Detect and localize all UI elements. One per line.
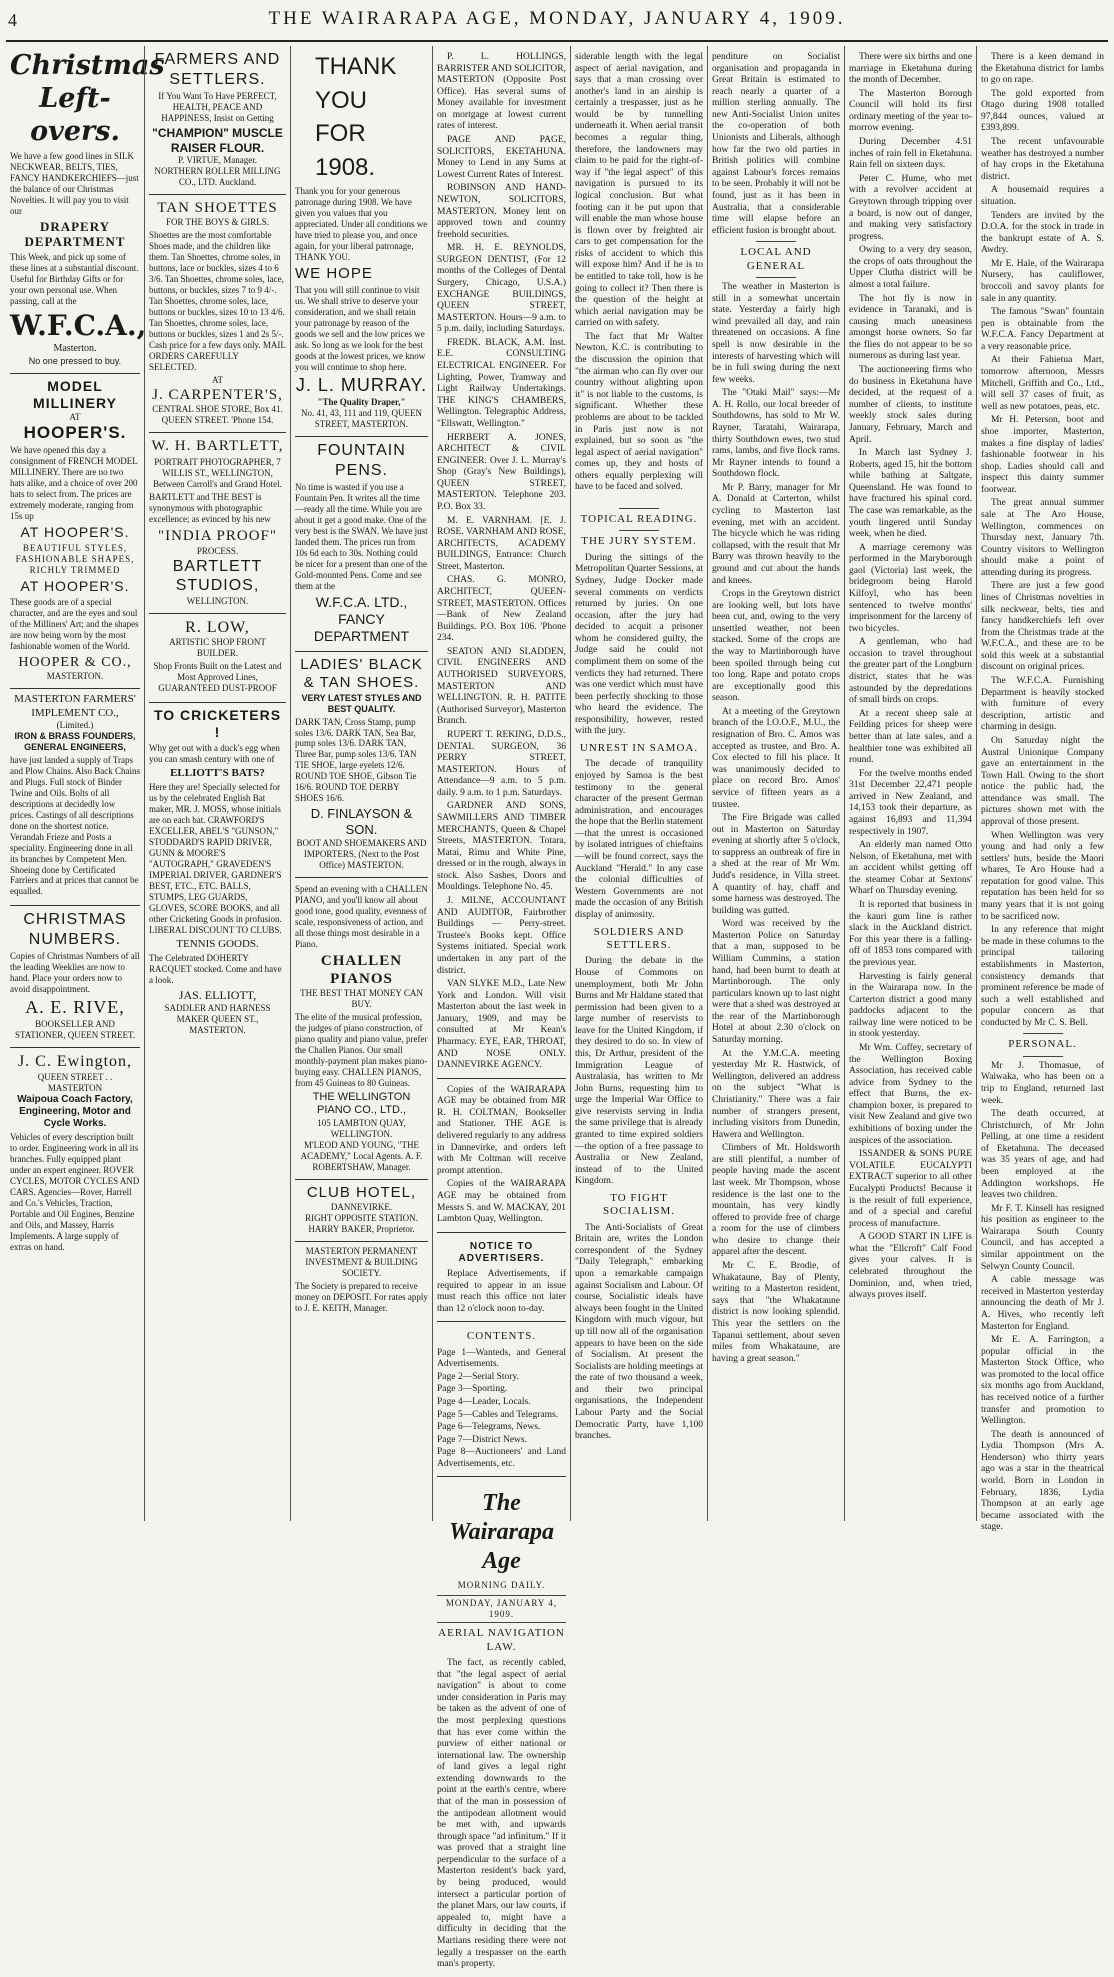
news-item: In any reference that might be made in these columns to the principal tailoring establishments in Masterton, consistency demands that prominent reference be made of such a well established and popular concern as that conducted by Mr C. S. Bell. <box>981 925 1104 1028</box>
thank-you-heading <box>295 50 428 184</box>
local-news-continued <box>849 46 972 1308</box>
ad-town: DANNEVIRKE. <box>330 1202 393 1212</box>
news-item: Word was received by the Masterton Police on Saturday that a man, supposed to be William Cummins, a station hand, had been burnt to death at Martinborough. The only particulars known up to last night were that a shed was destroyed at the rear of the Martinborough Hotel at about 2.30 o'clock on Saturday morning. <box>712 919 840 1046</box>
masthead-rule <box>6 40 1108 42</box>
card: MR. H. E. REYNOLDS, SURGEON DENTIST, (For 12 months of the Colleges of Dental Surgery, Chicago, U.S.A.) EXCHANGE BUILDINGS, QUEEN STREET, MASTERTON. Hours—9 a.m. to 5 p.m. daily, including Saturdays. <box>437 243 566 335</box>
divider <box>619 508 659 509</box>
personal-item: The death is announced of Lydia Thompson (Mrs A. Henderson) who thirty years ago was a star in the theatrical world. Born in London in February, 1836, Lydia Thompson at an early age became associated with the stage. <box>981 1429 1104 1533</box>
card: J. MILNE, ACCOUNTANT AND AUDITOR, Fairbrother Buildings — Perry-street. Trustee's Books kept. Office Systems initiated. Special work undertaken in any part of the district. <box>437 896 566 976</box>
ad-sub: ARTISTIC SHOP FRONT BUILDER. <box>169 637 266 659</box>
card: HERBERT A. JONES, ARCHITECT & CIVIL ENGINEER. Over J. L. Murray's Shop (Gray's New Buildings), QUEEN STREET, MASTERTON. Telephone 203. P.O. Box 33. <box>437 432 566 512</box>
column-2 <box>144 46 290 1521</box>
news-item: In March last Sydney J. Roberts, aged 15, hit the bottom while bathing at Saltgate, Queensland. He was found to have fractured his spinal cord. The case was remarkable, as the youth lingered until Sunday week, when he died. <box>849 448 972 540</box>
ad-title: MODEL MILLINERY <box>33 377 117 411</box>
news-item: Peter C. Hume, who met with a revolver accident at Greytown through tripping over a board, is now out of danger, and making very satisfactory progress. <box>849 173 972 242</box>
news-item: A housemaid requires a situation. <box>981 185 1104 207</box>
agency-notice: Copies of the WAIRARAPA AGE may be obtained from Messrs S. and W. MACKAY, 201 Lambton Quay, Wellington. <box>437 1179 566 1225</box>
ad-list: DARK TAN, Cross Stamp, pump soles 13/6. DARK TAN, Sea Bar, pump soles 13/6. DARK TAN, Three Bar, pump soles 13/6. TAN TIE SHOE, large eyelets 12/6. ROUND TOE SHOE, Gibson Tie 16/6. ROUND TOE DERBY SHOES 16/6. <box>295 716 417 804</box>
column-5 <box>570 46 707 1521</box>
ad-model-millinery <box>10 374 140 690</box>
ad-christmas-leftovers <box>10 46 165 374</box>
ad-murray <box>295 46 428 437</box>
personal-item: Mr F. T. Kinsell has resigned his position as engineer to the Wairarapa South County Council, and has accepted a similar appointment on the Selwyn County Council. <box>981 1203 1104 1272</box>
article-title: THE JURY SYSTEM. <box>581 535 697 548</box>
ad-name: A. E. RIVE, <box>25 997 125 1018</box>
professional-cards <box>437 46 566 1079</box>
article-body: The decade of tranquility enjoyed by Samoa is the best testimony to the general character of the present German administration, and encourages the hope that the Berlin statement—that the unrest is occasioned by isolated intrigues of chieftains—will be found correct, says the Auckland "Herald." In any case the colonial difficulties of Western Governments are not made the occasion of any British display of animosity. <box>575 759 703 920</box>
thank-line: 1908. <box>315 153 376 181</box>
ad-manager: P. VIRTUE, Manager. <box>177 155 258 166</box>
news-item: A marriage ceremony was performed in the Maryborough gaol (Victoria) last week, the bridegroom being Harold Kilfoyl, who has been sentenced to twelve months' imprisonment for the larceny of two bicycles. <box>849 542 972 634</box>
ad-tan-shoettes <box>149 195 286 433</box>
ad-title: MASTERTON FARMERS' IMPLEMENT CO., <box>14 693 136 719</box>
ad-town: MASTERTON. <box>46 671 104 682</box>
news-item: The "Otaki Mail" says:—Mr A. H. Rollo, our local breeder of Southdowns, has sold to Mr W. Rayner, Taratahi, Wairarapa, thirty Southdown ewes, two stud rams, lambs, and five flock rams. Mr Rayner intends to found a Southdown flock. <box>712 388 840 480</box>
news-item: At the Y.M.C.A. meeting yesterday Mr R. Hastwick, of Wellington, delivered an address on the subject "What is Christianity." There was a fair number of strangers present, including visitors from Dunedin, Hawera and Wellington. <box>712 1048 840 1140</box>
news-item: At a meeting of the Greytown branch of the I.O.O.F., M.U., the resignation of Bro. C. Amos was accepted as trustee, and Bro. A. Cox elected to fill his place. It was unanimously decided to place on record Bro. Amos' service of fifteen years as a trustee. <box>712 706 840 810</box>
ad-sub: IRON & BRASS FOUNDERS, GENERAL ENGINEERS, <box>14 730 136 752</box>
flag-subtitle: MORNING DAILY. <box>457 1580 546 1591</box>
ad-agents: M'LEOD AND YOUNG, "THE ACADEMY," Local Agents. A. F. ROBERTSHAW, Manager. <box>300 1139 423 1172</box>
card: FREDK. BLACK, A.M. Inst. E.E. CONSULTING ELECTRICAL ENGINEER. For Lighting, Power, Tramway and Light Railway Undertakings. THE KING'S CHAMBERS, Wellington. Telegraphic Address, "Ellswatt, Wellington." <box>437 337 566 429</box>
divider <box>619 530 659 531</box>
news-item: There is a keen demand in the Eketahuna district for lambs to go on rape. <box>981 52 1104 86</box>
ad-firm: W.F.C.A. LTD., FANCY DEPARTMENT <box>313 593 410 644</box>
news-item: Mr P. Barry, manager for Mr A. Donald at Carterton, whilst cycling to Masterton last evening, met with an accident. The bicycle which he was riding collapsed, with the result that Mr Barry was thrown heavily to the ground and cut about the hands and knees. <box>712 482 840 586</box>
ad-body-2: The elite of the musical profession, the judges of piano construction, of piano quality and piano value, prefer the Challen Pianos. Our small monthly-payment plan makes piano-buying easy. CHALLEN PIANOS, from 45 Guineas to 80 Guineas. <box>295 1012 428 1089</box>
ad-bats: ELLIOTT'S BATS? <box>170 766 265 779</box>
divider <box>1023 1056 1063 1057</box>
article-body: During the debate in the House of Commons on unemployment, both Mr John Burns and Mr Haldane stated that permission had been given to a large number of reservists to leave for the United Kingdom, if they desired to do so. In view of this, Dr Arthur, president of the Immigration League of Australasia, has written to Mr John Burns, requesting him to urge the Imperial War Office to give reservists serving in India the same privilege that is already granted to time expired soldiers—the option of a free passage to Australia or New Zealand, instead of to the United Kingdom. <box>575 956 703 1187</box>
ad-body: Spend an evening with a CHALLEN PIANO, and you'll know all about good tone, good quality, evenness of scale, responsiveness of action, and all those things most desirable in a Piano. <box>295 883 428 949</box>
ad-address: SADDLER AND HARNESS MAKER QUEEN ST., MASTERTON. <box>164 1002 271 1035</box>
ad-address: No. 41, 43, 111 and 119, QUEEN STREET, MASTERTON. <box>301 408 422 430</box>
news-item: Climbers of Mt. Holdsworth are still plentiful, a number of people having made the ascent last week. Mr Thompson, whose residence is the last one to the mountain, has very kindly offered to provide free of charge a room for the use of climbers who desire to change their apparel after the descent. <box>712 1143 840 1258</box>
news-item: The great annual summer sale at The Aro House, Wellington, commences on Thursday next, January 7th. Country visitors to Wellington should make a point of attending during its progress. <box>981 498 1104 578</box>
ad-body: Shop Fronts Built on the Latest and Most Approved Lines, GUARANTEED DUST-PROOF <box>153 660 282 693</box>
article-continued: penditure on Socialist organisation and propaganda in Great Britain is estimated to reach nearly a quarter of a million sterling annually. The new Anti-Socialist Union unites the co-operation of both Unionists and Liberals, although how far the two old parties in British politics will combine against Labour's forces remains to be seen. Probably it will not be found, just as it has been in Australia, that a considerable time will elapse before an efficient fusion is brought about. <box>712 52 840 236</box>
contents-item: Page 4—Leader, Locals. <box>437 1397 531 1408</box>
ad-body: Copies of Christmas Numbers of all the leading Weeklies are now to hand. Place your orders now to avoid disappointment. <box>10 951 140 995</box>
ad-sub: QUEEN STREET . . MASTERTON <box>37 1071 113 1093</box>
ad-firm: J. CARPENTER'S, <box>152 386 283 403</box>
leader-paragraph: siderable length with the legal aspect of aerial navigation, and says that a man crossing over another's land in an airship is certainly a trespasser, just as he would be by tunnelling underneath it. When aerial transit becomes a regular thing, therefore, the landowners may claim to be paid for the right-of-way if "the legal aspect" of this navigation is pursued to its logical conclusion. But what footing can it be put upon that will enable the man whose house is flown over by freighted air cars to get compensation for the risks of accident to which this will expose him? And if he is to be entitled to take toll, how is he going to collect it? Then there is the question of the height at which aerial navigation may be carried on with safety. <box>575 52 703 329</box>
contents-item: Page 8—Auctioneers' and Land Advertisements, etc. <box>437 1447 566 1469</box>
ad-firm: D. FINLAYSON & SON. <box>310 806 413 838</box>
ad-fountain-pens <box>295 437 428 652</box>
notice-to-advertisers <box>437 1233 566 1323</box>
thank-line: THANK <box>315 53 397 80</box>
ad-body: The Society is prepared to receive money on DEPOSIT. For rates apply to J. E. KEITH, Manager. <box>295 1280 428 1313</box>
ad-body: Shoettes are the most comfortable Shoes made, and the children like them. Tan Shoettes, chrome soles, in buttons, lace or buckles, sizes 4 to 6 3/6. Tan Shoettes, chrome soles, lace, buttons, or buckles, sizes 7 to 9 4/-. Tan Shoettes, chrome soles, lace, buttons or buckles, sizes 10 to 13 4/6. Tan Shoettes, chrome soles, lace, buttons or buckles, sizes 1 and 2s 5/-. Cash price for a few days only. MAIL ORDERS CAREFULLY SELECTED. <box>149 230 286 372</box>
masthead <box>0 0 1114 46</box>
news-item: It is reported that business in the kauri gum line is rather slack in the Auckland district. For this year there is a falling-off of 1853 tons compared with the previous year. <box>849 900 972 968</box>
ad-address: CENTRAL SHOE STORE, Box 41. QUEEN STREET. 'Phone 154. <box>152 404 283 426</box>
contents-item: Page 2—Serial Story. <box>437 1371 519 1382</box>
ad-bartlett <box>149 433 286 613</box>
leader-paragraph: The fact that Mr Walter Newton, K.C. is contributing to the discussion the opinion that "the airman who can fly over our country without alighting upon it" is not liable to the customs, is significant. Whether these problems are about to be tackled in Paris just now is not explained, but so soon as "the legal aspect of aerial navigation" comes up, they and hosts of others equally perplexing will have to be faced and solved. <box>575 331 703 493</box>
divider <box>756 277 796 278</box>
page-number: 4 <box>8 10 17 30</box>
ad-body: No time is wasted if you use a Fountain Pen. It writes all the time—ready all the time. While you are about it get a good make. One of the very best is the SWAN. We have just landed them. The prices run from 10s 6d each to 30s. Nothing could be nicer for a present than one of the Gold-mounted Pens. Come and see them at the <box>295 482 428 591</box>
leader-body: The fact, as recently cabled, that "the legal aspect of aerial navigation" is about to come under consideration in Paris may be taken as the advent of one of the most perplexing questions that has ever come within the purview of either national or international law. The ownership of land gives a legal right extending downwards to the point at the earth's centre, where that of the man in possession of the antipodean allotment would be met with, and upwards through space "ad infinitum." If it was proved that a straight line perpendicular to the surface of a Masterton resident's back yard, by being produced, would intersect a particular portion of the planet Mars, our law courts, if appealed to, might have a difficulty in deciding that the Martians residing there were not legally a trespasser on the earth man's property. <box>437 1658 566 1970</box>
ad-name: J. C. Ewington, <box>17 1053 133 1071</box>
ad-title: CLUB HOTEL, <box>306 1183 417 1201</box>
news-item: The W.F.C.A. Furnishing Department is heavily stocked with furniture of every description, artistic and charming in design. <box>981 676 1104 733</box>
ad-title: Christmas Left-overs. <box>10 50 165 147</box>
contents-item: Page 7—District News. <box>437 1434 527 1445</box>
ad-tagline: "The Quality Draper," <box>317 397 406 408</box>
ad-body: Thank you for your generous patronage during 1908. We have given you values that you appreciated. Under all conditions we have tried to please you, and once again, for your liberal patronage, THANK YOU. <box>295 186 428 263</box>
news-item: Owing to a very dry season, the crops of oats throughout the Upper Clutha district will be almost a total failure. <box>849 245 972 290</box>
news-item: The recent unfavourable weather has destroyed a number of hay crops in the Eketahuna district. <box>981 137 1104 182</box>
news-item: On Saturday night the Austral Unionique Company gave an entertainment in the Town Hall. Owing to the short notice the public had, the attendance was small. The pictures shown met with the approval of those present. <box>981 735 1104 827</box>
ad-at-hoopers: AT HOOPER'S. <box>20 524 130 541</box>
article-body: The Anti-Socialists of Great Britain are, writes the London correspondent of the Sydney "Daily Telegraph," embarking upon a remarkable campaign against Socialism and Labour. Of course, Socialistic ideals have always been fought in the United Kingdom with much vigour, but up till now all of the organisation appears to have been on the side of Socialism. At present the Socialists are holding meetings at the rate of two thousand a week, and their two principal organisations, the Independent Labour Party and the Social Democratic Party, have 1,100 branches. <box>575 1222 703 1442</box>
ad-at-hoopers-2: AT HOOPER'S. <box>20 578 130 595</box>
news-item: The Masterton Borough Council will hold its first ordinary meeting of the year to-morrow evening. <box>849 88 972 134</box>
news-item: A GOOD START IN LIFE is what the "Ellcroft" Calf Food gives your calves. It is celebrated throughout the Dominion, and, when tried, always proves itself. <box>849 1232 972 1301</box>
ad-studio: BARTLETT STUDIOS, <box>172 557 263 595</box>
ad-title: CHRISTMAS NUMBERS. <box>23 911 127 948</box>
ad-firm: JAS. ELLIOTT, <box>178 988 257 1003</box>
section-heading: LOCAL AND GENERAL <box>740 246 812 272</box>
news-item: At a recent sheep sale at Feilding prices for sheep were better than at late sales, and a healthier tone was exhibited all round. <box>849 708 972 766</box>
card: M. E. VARNHAM. [E. J. ROSE. VARNHAM AND ROSE, ARCHITECTS, ACADEMY BUILDINGS, Entrance: Church Street, Masterton. <box>437 515 566 572</box>
column-3 <box>290 46 432 1521</box>
ad-footer: No one pressed to buy. <box>28 355 122 366</box>
news-item: For the twelve months ended 31st December 22,471 people arrived in New Zealand, and 14,153 took their departure, as against 16,893 and 11,394 respectively in 1907. <box>849 768 972 837</box>
news-item: There are just a few good lines of Christmas novelties in silk neckwear, belts, ties and fancy handkerchiefs left over from the Christmas trade at the W.F.C.A., and these are to be sold this week at a substantial discount on original prices. <box>981 581 1104 673</box>
thank-line: YOU <box>315 86 368 114</box>
ad-christmas-numbers <box>10 906 140 1048</box>
news-item: At their Fahietua Mart, tomorrow afternoon, Messrs Mitchell, Griffith and Co., Ltd., will sell 37 cases of fruit, as well as new potatoes, peas, etc. <box>981 355 1104 412</box>
ad-place: Masterton. <box>53 343 97 355</box>
card: ROBINSON AND HAND-NEWTON, SOLICITORS, MASTERTON. Money lent on approved town and country freehold securities. <box>437 183 566 240</box>
ad-title: TAN SHOETTES <box>157 200 278 217</box>
ad-ewington <box>10 1048 140 1261</box>
news-item: Crops in the Greytown district are looking well, but lots have been cut, and, owing to the very unsettled weather, not been stacked. Some of the crops are the way to Martinborough have been spoiled through being cut too long. Rape and potato crops are exceptionally good this season. <box>712 589 840 704</box>
notice-body: Replace Advertisements, if required to appear in an issue must reach this office not later than 12 o'clock noon to-day. <box>437 1269 566 1314</box>
dateline: MONDAY, JANUARY 4, 1909. <box>437 1595 566 1623</box>
ad-title: TO CRICKETERS ! <box>153 706 282 740</box>
ad-farmers-implement <box>10 689 140 906</box>
ad-body: BARTLETT and THE BEST is synonymous with photographic excellence; as evinced by his new <box>149 492 271 525</box>
ad-sub: VERY LATEST STYLES AND BEST QUALITY. <box>301 692 422 714</box>
ad-champion-flour <box>149 46 286 195</box>
ad-challen-pianos <box>295 878 428 1180</box>
ad-club-hotel <box>295 1180 428 1242</box>
ad-firm: NORTHERN ROLLER MILLING CO., LTD. Auckland. <box>154 166 281 188</box>
newspaper-flag: The Wairarapa Age <box>449 1489 554 1575</box>
ad-at: AT <box>69 411 81 422</box>
ad-title: LADIES' BLACK & TAN SHOES. <box>300 656 423 692</box>
contents-item: Page 6—Telegrams, News. <box>437 1422 541 1433</box>
news-item: Mr E. Hale, of the Wairarapa Nursery, has cauliflower, broccoli and savoy plants for sale in any quantity. <box>981 258 1104 304</box>
card: SEATON AND SLADDEN, CIVIL ENGINEERS AND AUTHORISED SURVEYORS, MASTERTON AND WELLINGTON. R. H. PATITE (Authorised Surveyor), Masterton Branch. <box>437 646 567 727</box>
ad-tennis: TENNIS GOODS. <box>176 937 259 950</box>
news-item: A gentleman, who had occasion to travel throughout the greater part of the Longburn district, states that he was astounded by the depredations of small birds on crops. <box>849 637 972 706</box>
news-item: Harvesting is fairly general in the Wairarapa now. In the Carterton district a good many paddocks adjacent to the railway line were noticed to be in stook yesterday. <box>849 971 972 1040</box>
ad-hope-body: That you will still continue to visit us. We shall strive to deserve your consideration, and we shall retain your patronage by reason of the goods we sell and the low prices we ask. So long as we look for the best goods at the lowest prices, we know you will continue to shop here. <box>295 285 426 373</box>
news-item: The famous "Swan" fountain pen is obtainable from the W.F.C.A. Fancy Department at a very reasonable price. <box>981 307 1104 352</box>
thank-line: FOR <box>315 120 366 148</box>
ad-sub: PORTRAIT PHOTOGRAPHER, 7 WILLIS ST., WELLINGTON, Between Carroll's and Grand Hotel. <box>153 457 282 490</box>
article-title: TO FIGHT SOCIALISM. <box>602 1191 676 1218</box>
leader-title: AERIAL NAVIGATION LAW. <box>438 1627 565 1653</box>
ad-r-low <box>149 614 286 703</box>
news-item: Mr H. Peterson, boot and shoe importer, Masterton, makes a fine display of ladies' fashionable footwear in his shop. Ladies should call and inspect this dainty summer footwear. <box>981 415 1104 495</box>
article-title: SOLDIERS AND SETTLERS. <box>593 925 685 951</box>
ad-body: We have a few good lines in SILK NECKWEAR, BELTS, TIES, FANCY HANDKERCHIEFS—just the balance of our Christmas Novelties. It will pay you to visit our <box>10 150 139 216</box>
ad-body-3: The Celebrated DOHERTY RACQUET stocked. Come and have a look. <box>149 953 282 986</box>
ad-firm: THE WELLINGTON PIANO CO., LTD., <box>312 1091 411 1117</box>
column-4 <box>432 46 570 1970</box>
local-and-general <box>712 46 840 1371</box>
ad-body: If You Want To Have PERFECT, HEALTH, PEACE AND HAPPINESS, Insist on Getting <box>158 91 277 123</box>
ad-body-2: BEAUTIFUL STYLES, FASHIONABLE SHAPES, RICHLY TRIMMED <box>15 543 135 576</box>
ad-firm: J. L. MURRAY. <box>295 375 428 396</box>
ad-name: R. LOW, <box>185 618 250 636</box>
ad-at: AT <box>212 374 223 385</box>
leader <box>437 1477 566 1977</box>
ad-address: 105 LAMBTON QUAY, WELLINGTON. <box>317 1117 406 1139</box>
ad-name: HOOPER'S. <box>23 422 127 442</box>
divider <box>1023 1033 1063 1034</box>
ad-body: Vehicles of every description built to order. Engineering work in all its branches. Fully equipped plant under an expert engineer. ROVER CYCLES, MOTOR CYCLES AND CARS. Agencies—Rover, Harrell and Co.'s Vehicles, Traction, Portable and Oil Engines, Benzine and Oils, and Massey, Harris Implements. A large supply of extras on hand. <box>10 1132 140 1252</box>
ad-title: FOUNTAIN PENS. <box>317 442 406 479</box>
news-item: There were six births and one marriage in Eketahuna during the month of December. <box>849 52 972 86</box>
ad-brand: CHALLEN PIANOS <box>320 952 403 988</box>
section-heading: PERSONAL. <box>1008 1038 1077 1051</box>
ad-body: RIGHT OPPOSITE STATION. HARRY BAKER, Proprietor. <box>305 1212 418 1234</box>
section-heading: TOPICAL READING. <box>580 512 698 525</box>
news-item: Tenders are invited by the D.O.A. for the stock in trade in the bankrupt estate of A. S. Awdry. <box>981 210 1104 256</box>
news-item: ISSANDER & SONS PURE VOLATILE EUCALYPTI EXTRACT superior to all other Eucalypti Products! Because it is the result of full experience, and of a special and careful process of manufacture. <box>849 1149 972 1229</box>
column-7 <box>844 46 976 1521</box>
ad-ltd: (Limited.) <box>56 719 94 730</box>
ad-body-2: Here they are! Specially selected for us by the celebrated English Bat maker, MR. J. MOSS, whose initials are on each bat. CRAWFORD'S EXCELLER, ABEL'S "GUNSON," STODDARD'S RAPID DRIVER, GUNN & MOORE'S "AUTOGRAPH," GRAVEDEN'S IMPERIAL DRIVER, GARDNER'S BEST, ETC., ETC. BALLS, STUMPS, LEG GUARDS, GLOVES, SCORE BOOKS, and all other Cricketing Goods in profusion. LIBERAL DISCOUNT TO CLUBS. <box>149 782 282 935</box>
news-item: An elderly man named Otto Nelson, of Eketahuna, met with an accident whilst getting off the steamer Cobar at Sextons' Wharf on Thursday evening. <box>849 840 972 897</box>
card: CHAS. G. MONRO, ARCHITECT, QUEEN-STREET, MASTERTON. Offices—Bank of New Zealand Buildings. P.O. Box 106. 'Phone 234. <box>437 575 566 644</box>
personal-item: Mr J. Thomasue, of Waiwaka, who has been on a trip to England, returned last week. <box>981 1060 1104 1106</box>
news-item: The weather in Masterton is still in a somewhat uncertain state. Yesterday a fairly high wind prevailed all day, and rain threatened on occasions. A fine spell is now desirable in the interests of harvesting which will be in full swing during the next few weeks. <box>712 282 840 385</box>
article-body: During the sittings of the Metropolitan Quarter Sessions, at Sydney, Judge Docker made several comments on verdicts returned by juries. On one occasion, after the jury had decided to acquit a prisoner whom he considered guilty, the Judge said he could not compliment them on some of the verdicts they had returned. There was one verdict which must have been perfectly shocking to those who heard the evidence. The responsibility, however, rested with the jury. <box>575 552 703 737</box>
news-item: The hot fly is now in evidence in Taranaki, and is causing much uneasiness amongst horse owners. So far the flies do not appear to be so numerous as during last year. <box>849 293 972 362</box>
ad-title: MASTERTON PERMANENT INVESTMENT & BUILDING SOCIETY. <box>305 1245 418 1278</box>
ad-firm: W.F.C.A., <box>10 309 147 343</box>
news-item: During December 4.51 inches of rain fell in Eketahuna. Rain fell on sixteen days. <box>849 137 972 171</box>
news-item: Mr Wm. Coffey, secretary of the Wellington Boxing Association, has received cable advice from Sydney to the effect that Burns, the ex-champion boxer, is prepared to visit New Zealand and give two exhibitions of boxing under the auspices of the association. <box>849 1042 972 1146</box>
masthead-title: THE WAIRARAPA AGE, MONDAY, JANUARY 4, 1909. <box>268 8 846 29</box>
leader-continued <box>575 46 703 500</box>
news-item: The Fire Brigade was called out in Masterton on Saturday evening at shortly after 5 o'clock, to suppress an outbreak of fire in a shed at the rear of Mr Wm. Judd's residence, in Villa street. A quantity of hay, chaff and some harness was destroyed. The building was gutted. <box>712 813 840 916</box>
news-item: The auctioneering firms who do business in Eketahuna have decided, at the request of a number of clients, to institute weekly stock sales during January, February, March and April. <box>849 365 972 445</box>
section-heading: CONTENTS. <box>466 1330 537 1343</box>
column-6 <box>707 46 844 1521</box>
ad-trade: Waipoua Coach Factory, Engineering, Motor and Cycle Works. <box>17 1093 133 1130</box>
ad-building-society <box>295 1242 428 1322</box>
ad-town: WELLINGTON. <box>186 595 249 606</box>
contents <box>437 1322 566 1476</box>
ad-body: have just landed a supply of Traps and Plow Chains. Also Back Chains and Plugs. Full stock of Binder Twine and Oils. Bolts of all descriptions at decidedly low prices. Castings of all descriptions done on the shortest notice. Verandah Frieze and Posts a speciality. Engineering done in all its branches by Competent Men. Shoeing done by Certificated Farriers and at prices that cannot be equalled. <box>10 754 140 897</box>
ad-address: BOOT AND SHOEMAKERS AND IMPORTERS, (Next to the Post Office) MASTERTON. <box>296 838 427 870</box>
personal-item: A cable message was received in Masterton yesterday announcing the death of Mr J. A. Hives, who recently left Masterton for England. <box>981 1275 1104 1332</box>
card: PAGE AND PAGE, SOLICITORS, EKETAHUNA. Money to Lend in any Sums at Lowest Current Rates of Interest. <box>437 135 566 180</box>
ad-body: We have opened this day a consignment of FRENCH MODEL MILLINERY. There are no two hats alike, and a choice of over 200 hats to select from. The prices are extremely moderate, ranging from 15s up <box>10 445 138 522</box>
section-heading: NOTICE TO ADVERTISERS. <box>458 1240 545 1264</box>
ad-sub: FOR THE BOYS & GIRLS. <box>165 217 270 228</box>
article-title: UNREST IN SAMOA. <box>579 742 699 755</box>
divider <box>756 241 796 242</box>
agency-notice: Copies of the WAIRARAPA AGE may be obtained from MR R. H. COLTMAN, Bookseller and Stationer. THE AGE is delivered regularly to any address in Dannevirke, and orders left with Mr Coltman will receive prompt attention. <box>437 1084 566 1176</box>
ad-process: "INDIA PROOF" <box>157 528 277 545</box>
topical-reading <box>575 500 703 1449</box>
columns <box>6 46 1108 1970</box>
ad-sub: BOOKSELLER AND STATIONER, QUEEN STREET. <box>14 1019 136 1041</box>
column-1 <box>6 46 165 1521</box>
ad-process-label: PROCESS. <box>196 545 239 556</box>
ad-hope-title: WE HOPE <box>295 265 373 283</box>
ad-name: W. H. BARTLETT, <box>151 438 284 455</box>
card: VAN SLYKE M.D., Late New York and London. Will visit Masterton about the last week in January, 1909, and may be consulted at Mr Kean's Pharmacy. EYE, EAR, THROAT, AND NOSE ONLY. DANNEVIRKE AGENCY. <box>437 979 566 1071</box>
card: GARDNER AND SONS, SAWMILLERS AND TIMBER MERCHANTS, Queen & Chapel Streets, MASTERTON. Totara, Matai, Rimu and White Pine, dressed or in the rough, always in stock. Also Sashes, Doors and Mouldings. Telephone No. 45. <box>437 801 566 893</box>
contents-item: Page 5—Cables and Telegrams. <box>437 1409 559 1420</box>
ad-sub: THE BEST THAT MONEY CAN BUY. <box>300 988 423 1010</box>
contents-item: Page 3—Sporting. <box>437 1384 508 1395</box>
ad-body-3: These goods are of a special character, and are the eyes and soul of the Milliners' Art; and the shapes are now being worn by the most fashionable women of the World. <box>10 597 139 652</box>
personal-item: The death occurred, at Christchurch, of Mr John Pelling, at one time a resident of Eketahuna. The deceased was 35 years of age, and had been employed at the Addington workshops. He leaves two children. <box>981 1109 1104 1201</box>
column-8 <box>976 46 1108 1533</box>
ad-cricketers <box>149 703 286 1042</box>
ad-firm: HOOPER & CO., <box>18 655 132 671</box>
ad-brand: "CHAMPION" MUSCLE RAISER FLOUR. <box>152 125 283 155</box>
news-item: When Wellington was very young and had only a few settlers' huts, beside the Maori whares, Te Aro House had a reputation for good value. This reputation has been held for so many years that it is not going to be sacrificed now. <box>981 830 1104 922</box>
news-item: Mr C. E. Brodie, of Whakataune, Bay of Plenty, writing to a Masterton resident, says that "the Whakataune district is now looking splendid. This year the settlers on the Tapanui settlement, about seven miles from Whakataune, are having a great season." <box>712 1261 840 1364</box>
card: P. L. HOLLINGS, BARRISTER AND SOLICITOR, MASTERTON (Opposite Post Office). Has several sums of Money available for investment on mortgage at lowest current rates of interest. <box>437 52 566 132</box>
ad-body: Why get out with a duck's egg when you can smash century with one of <box>149 743 280 765</box>
ad-dept: DRAPERY DEPARTMENT <box>24 218 126 250</box>
ad-ladies-shoes <box>295 652 428 878</box>
ad-body-2: This Week, and pick up some of these lines at a substantial discount. Useful for Birthday Gifts or for your own personal use. When passing, call at the <box>10 252 139 307</box>
card: RUPERT T. REKING, D.D.S., DENTAL SURGEON, 36 PERRY STREET, MASTERTON. Hours of Attendance—9 a.m. to 5 p.m. daily. 9 a.m. to 1 p.m. Saturdays. <box>437 729 566 798</box>
contents-item: Page 1—Wanteds, and General Advertisements. <box>437 1347 566 1370</box>
ad-title: FARMERS AND SETTLERS. <box>154 51 281 88</box>
agency-notices <box>437 1079 566 1233</box>
local-news-continued-2 <box>981 46 1104 1540</box>
news-item: The gold exported from Otago during 1908 totalled 97,844 ounces, valued at £393,899. <box>981 88 1104 134</box>
personal-item: Mr E. A. Farrington, a popular official in the Masterton Stock Office, who was promoted to the local office six months ago from Auckland, has received notice of a further transfer and promotion to Wellington. <box>981 1335 1104 1427</box>
